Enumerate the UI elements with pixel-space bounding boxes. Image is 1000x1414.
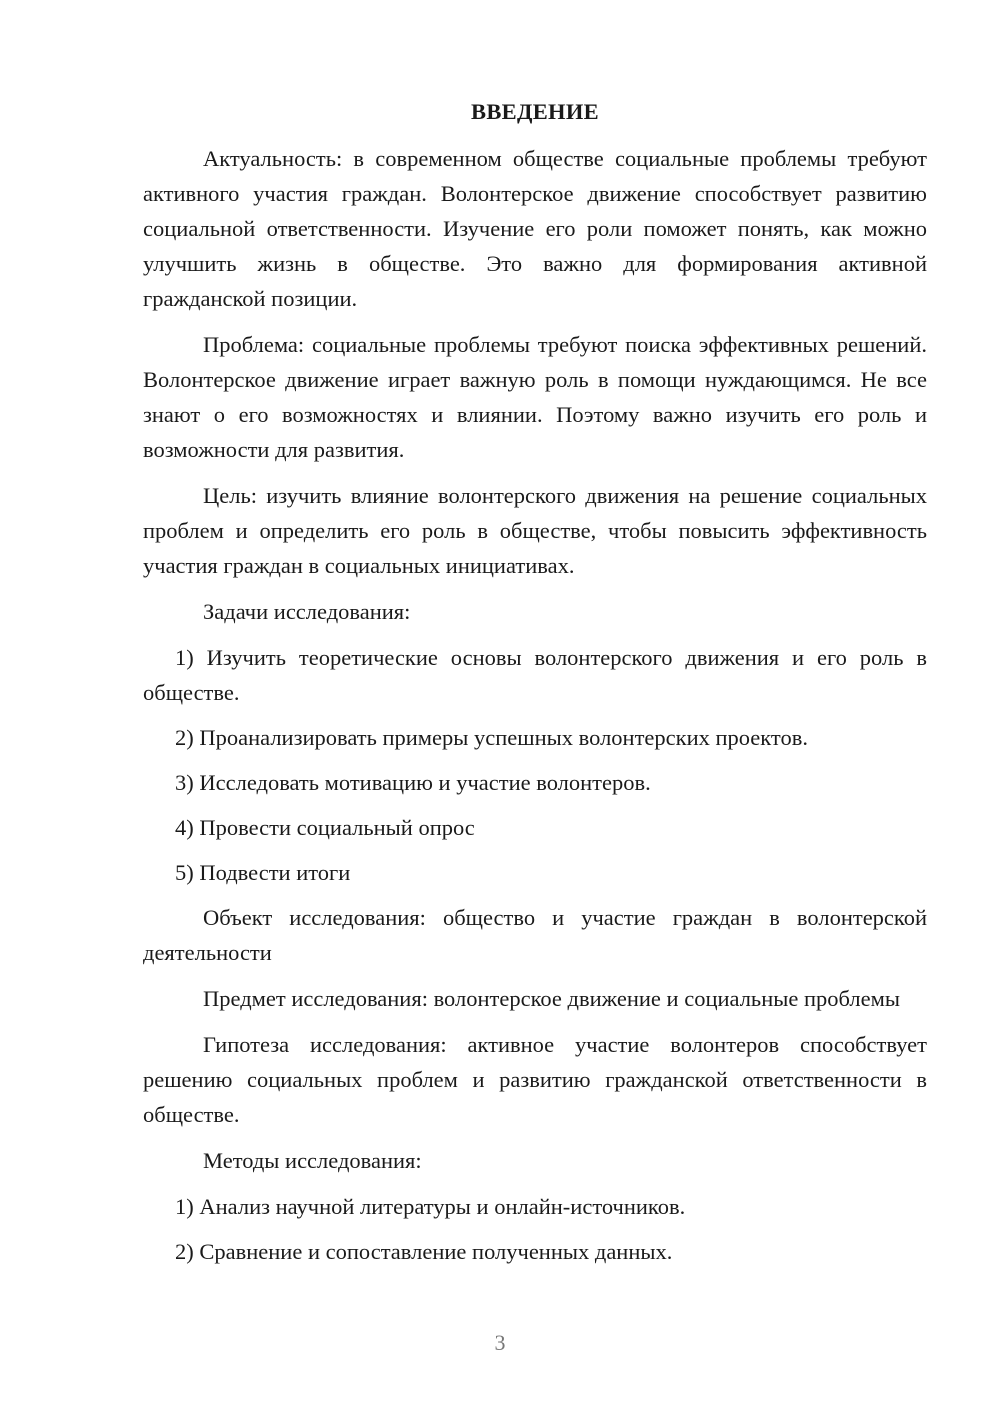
task-item: 4) Провести социальный опрос (175, 815, 475, 840)
relevance-paragraph: Актуальность: в современном обществе социальные проблемы требуют активного участия граждан. Волонтерское движение способствует развитию социальной ответственности. Изучение его роли поможет понять, как можно улучшить жизнь в обществе. Это важно для формирования активной гражданской позиции. (143, 146, 927, 311)
page-number: 3 (494, 1330, 506, 1355)
task-item: 1) Изучить теоретические основы волонтерского движения и его роль в обществе. (143, 645, 927, 705)
hypothesis-paragraph: Гипотеза исследования: активное участие волонтеров способствует решению социальных проблем и развитию гражданской ответственности в обществе. (143, 1032, 927, 1127)
task-item: 3) Исследовать мотивацию и участие волонтеров. (175, 770, 651, 795)
section-title: ВВЕДЕНИЕ (471, 99, 599, 124)
subject-paragraph: Предмет исследования: волонтерское движение и социальные проблемы (203, 986, 900, 1011)
methods-list (143, 1189, 927, 1269)
document-page (143, 94, 927, 1279)
task-item: 5) Подвести итоги (175, 860, 351, 885)
method-item: 2) Сравнение и сопоставление полученных данных. (175, 1239, 673, 1264)
task-item: 2) Проанализировать примеры успешных волонтерских проектов. (175, 725, 808, 750)
problem-paragraph: Проблема: социальные проблемы требуют поиска эффективных решений. Волонтерское движение играет важную роль в помощи нуждающимся. Не все знают о его возможностях и влиянии. Поэтому важно изучить его роль и возможности для развития. (143, 332, 927, 462)
goal-paragraph: Цель: изучить влияние волонтерского движения на решение социальных проблем и определить его роль в обществе, чтобы повысить эффективность участия граждан в социальных инициативах. (143, 483, 927, 578)
tasks-heading: Задачи исследования: (203, 599, 411, 624)
methods-heading: Методы исследования: (203, 1148, 422, 1173)
method-item: 1) Анализ научной литературы и онлайн-источников. (175, 1194, 686, 1219)
tasks-list (143, 640, 927, 890)
object-paragraph: Объект исследования: общество и участие граждан в волонтерской деятельности (143, 905, 927, 965)
